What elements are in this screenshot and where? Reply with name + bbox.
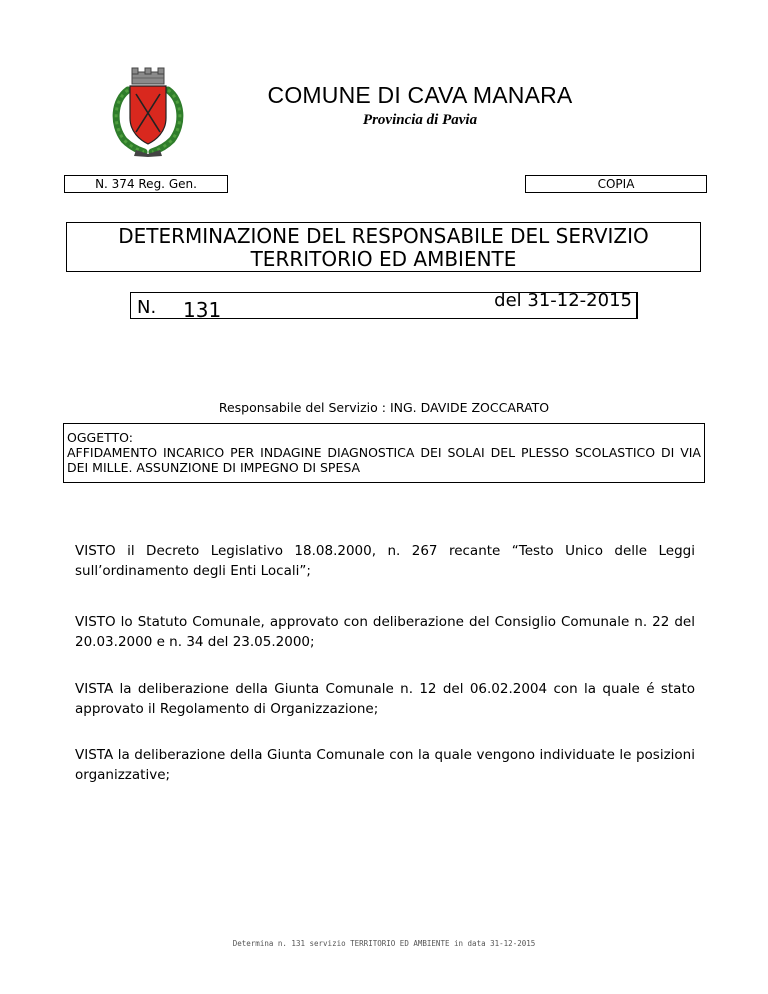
service-manager: Responsabile del Servizio : ING. DAVIDE ZOCCARATO <box>218 400 550 415</box>
copy-label-box: COPIA <box>525 175 707 193</box>
document-title-line2: TERRITORIO ED AMBIENTE <box>250 247 517 271</box>
paragraph-1: VISTO il Decreto Legislativo 18.08.2000, n. 267 recante “Testo Unico delle Leggi sull’ordinamento degli Enti Locali”; <box>75 543 695 579</box>
document-title-box <box>66 222 701 272</box>
municipal-crest-icon <box>106 66 190 158</box>
province-subtitle: Provincia di Pavia <box>362 112 478 128</box>
subject-text: AFFIDAMENTO INCARICO PER INDAGINE DIAGNOSTICA DEI SOLAI DEL PLESSO SCOLASTICO DI VIA DEI MILLE. ASSUNZIONE DI IMPEGNO DI SPESA <box>67 445 701 475</box>
registry-number-box: N. 374 Reg. Gen. <box>64 175 228 193</box>
paragraph-3: VISTA la deliberazione della Giunta Comunale n. 12 del 06.02.2004 con la quale é stato approvato il Regolamento di Organizzazione; <box>75 681 695 717</box>
paragraph-4: VISTA la deliberazione della Giunta Comunale con la quale vengono individuate le posizioni organizzative; <box>75 747 695 783</box>
municipality-title: COMUNE DI CAVA MANARA <box>267 82 573 108</box>
document-title-line1: DETERMINAZIONE DEL RESPONSABILE DEL SERVIZIO <box>118 224 649 248</box>
subject-box <box>63 423 705 483</box>
number-label: N. <box>137 297 157 318</box>
determination-number-box <box>130 290 638 322</box>
subject-label: OGGETTO: <box>67 430 133 445</box>
number-value: 131 <box>183 298 222 322</box>
page-footer: Determina n. 131 servizio TERRITORIO ED AMBIENTE in data 31-12-2015 <box>232 939 536 948</box>
paragraph-2: VISTO lo Statuto Comunale, approvato con deliberazione del Consiglio Comunale n. 22 del 20.03.2000 e n. 34 del 23.05.2000; <box>75 614 695 650</box>
number-date: del 31-12-2015 <box>494 290 632 311</box>
